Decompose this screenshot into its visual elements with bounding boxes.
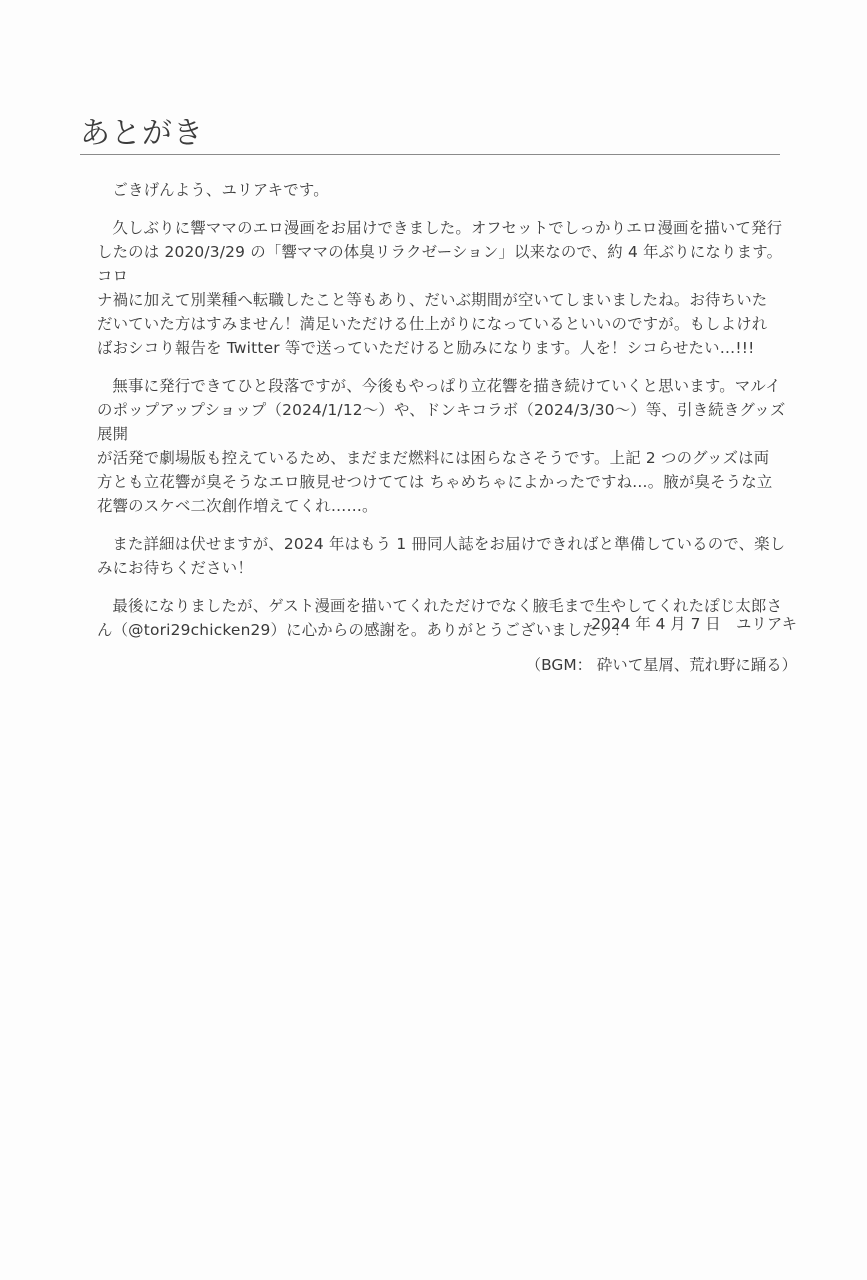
paragraph-greeting	[97, 178, 797, 202]
page-title: あとがき	[80, 116, 204, 151]
text-line: 最後になりましたが、ゲスト漫画を描いてくれただけでなく腋毛まで生やしてくれたぽじ太郎さ	[112, 597, 783, 615]
text-line: ナ禍に加えて別業種へ転職したこと等もあり、だいぶ期間が空いてしまいましたね。お待ちいた	[97, 291, 768, 309]
text-line: また詳細は伏せますが、2024 年はもう 1 冊同人誌をお届けできればと準備しているので、楽し	[112, 535, 786, 553]
text-line: 無事に発行できてひと段落ですが、今後もやっぱり立花響を描き続けていくと思います。マルイ	[112, 377, 781, 395]
text-line: みにお待ちください！	[97, 559, 253, 577]
paragraph-future	[97, 374, 797, 518]
paragraph-next-book	[97, 532, 797, 580]
text-line: ばおシコり報告を Twitter 等で送っていただけると励みになります。人を！シコらせたい…!!!	[97, 339, 755, 357]
signature-block	[526, 612, 797, 677]
text-line: が活発で劇場版も控えているため、まだまだ燃料には困らなさそうです。上記 2 つのグッズは両	[97, 449, 770, 467]
afterword-body	[97, 178, 797, 656]
text-line: ごきげんよう、ユリアキです。	[112, 181, 329, 199]
text-line: ん（@tori29chicken29）に心からの感謝を。ありがとうございましたッ！	[97, 621, 630, 639]
signature-date-author: 2024 年 4 月 7 日 ユリアキ	[591, 615, 797, 633]
paragraph-release	[97, 216, 797, 360]
title-divider	[80, 154, 780, 155]
text-line: 花響のスケベ二次創作増えてくれ……。	[97, 497, 378, 515]
signature-bgm: （BGM： 砕いて星屑、荒れ野に踊る）	[525, 656, 797, 674]
text-line: したのは 2020/3/29 の「響ママの体臭リラクゼーション」以来なので、約 4 年ぶりになります。コロ	[97, 243, 783, 285]
text-line: だいていた方はすみません！満足いただける仕上がりになっているといいのですが。もしよけれ	[97, 315, 768, 333]
text-line: のポップアップショップ（2024/1/12～）や、ドンキコラボ（2024/3/30～）等、引き続きグッズ展開	[97, 401, 786, 443]
text-line: 久しぶりに響ママのエロ漫画をお届けできました。オフセットでしっかりエロ漫画を描いて発行	[112, 219, 783, 237]
text-line: 方とも立花響が臭そうなエロ腋見せつけてては ちゃめちゃによかったですね…。腋が臭そうな立	[97, 473, 773, 491]
